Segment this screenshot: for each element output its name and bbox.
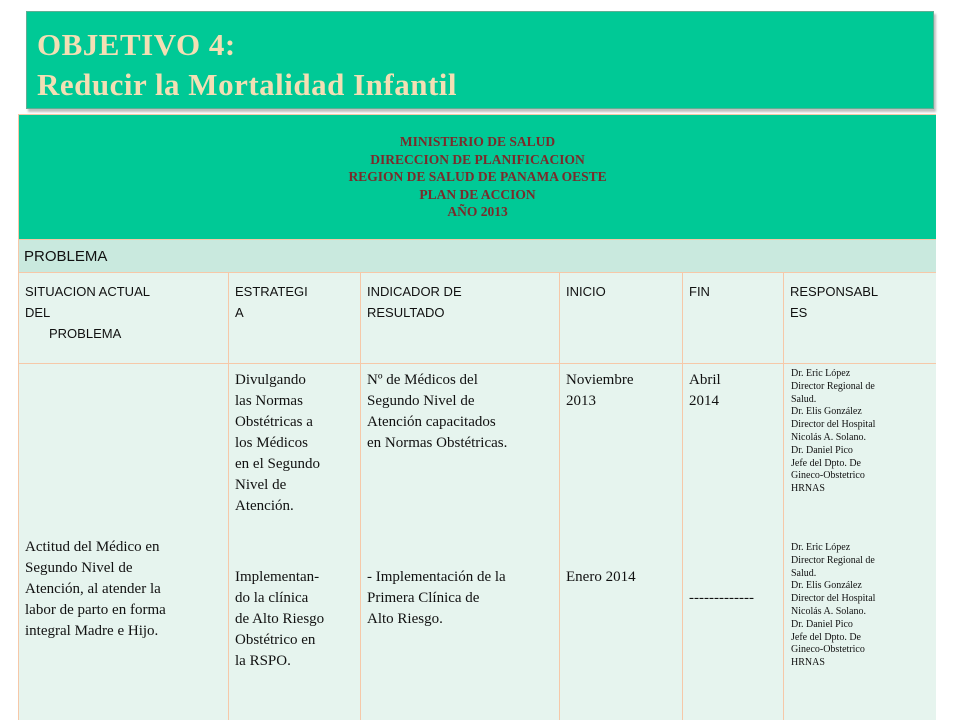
col-header-text: PROBLEMA bbox=[49, 326, 122, 341]
cell-line: Segundo Nivel de bbox=[25, 559, 133, 576]
cell-indicador bbox=[361, 364, 560, 720]
cell-inicio bbox=[560, 364, 683, 720]
cell-line: Dr. Daniel Pico bbox=[791, 618, 853, 630]
col-header-inicio: INICIO bbox=[560, 273, 683, 364]
objective-title: Reducir la Mortalidad Infantil bbox=[37, 67, 458, 102]
cell-line: Divulgando bbox=[235, 372, 306, 388]
cell-line: Dr. Elis González bbox=[791, 406, 862, 418]
col-header-text: DEL bbox=[25, 305, 51, 320]
cell-line: Salud. bbox=[791, 393, 817, 405]
col-header-text: ESTRATEGI bbox=[235, 284, 308, 299]
cell-line: Director Regional de bbox=[791, 380, 875, 392]
cell-line: integral Madre e Hijo. bbox=[25, 622, 159, 639]
col-header-text: A bbox=[235, 305, 244, 320]
cell-line: Atención capacitados bbox=[367, 414, 496, 430]
cell-line: Director del Hospital bbox=[791, 419, 876, 431]
cell-line: Nivel de bbox=[235, 477, 287, 493]
cell-line: Alto Riesgo. bbox=[367, 611, 443, 627]
cell-line: Jefe del Dpto. De bbox=[791, 457, 861, 469]
cell-line: Nicolás A. Solano. bbox=[791, 605, 866, 617]
cell-line: de Alto Riesgo bbox=[235, 611, 325, 627]
cell-line: Jefe del Dpto. De bbox=[791, 631, 861, 643]
cell-line: Dr. Elis González bbox=[791, 580, 862, 592]
header-line: AÑO 2013 bbox=[447, 204, 508, 220]
action-plan-table bbox=[18, 114, 936, 720]
cell-line: do la clínica bbox=[235, 590, 309, 606]
cell-line: Abril bbox=[689, 372, 721, 388]
cell-line: las Normas bbox=[235, 393, 303, 409]
cell-line: Nicolás A. Solano. bbox=[791, 431, 866, 443]
cell-line: Dr. Daniel Pico bbox=[791, 444, 853, 456]
cell-line: Noviembre bbox=[566, 372, 634, 388]
cell-line: - Implementación de la bbox=[367, 569, 506, 585]
cell-line: labor de parto en forma bbox=[25, 601, 166, 618]
cell-line: Actitud del Médico en bbox=[25, 538, 160, 555]
objective-number: OBJETIVO 4: bbox=[37, 27, 236, 62]
col-header-text: ES bbox=[790, 305, 808, 320]
cell-line: Implementan- bbox=[235, 569, 320, 585]
problema-label: PROBLEMA bbox=[19, 240, 937, 273]
action-plan-table-wrap bbox=[18, 114, 936, 720]
cell-line: en el Segundo bbox=[235, 456, 320, 472]
cell-line: Obstétricas a bbox=[235, 414, 313, 430]
col-header-situacion bbox=[19, 273, 229, 364]
cell-situacion bbox=[19, 364, 229, 720]
cell-responsables bbox=[784, 364, 937, 720]
header-line: DIRECCION DE PLANIFICACION bbox=[370, 151, 585, 167]
col-header-estrategia bbox=[229, 273, 361, 364]
col-header-responsables bbox=[784, 273, 937, 364]
cell-line: HRNAS bbox=[791, 483, 825, 495]
cell-line: Dr. Eric López bbox=[791, 541, 851, 553]
cell-line: Primera Clínica de bbox=[367, 590, 480, 606]
header-line: MINISTERIO DE SALUD bbox=[399, 134, 556, 150]
cell-line: Atención, al atender la bbox=[25, 580, 161, 597]
header-line: PLAN DE ACCION bbox=[419, 186, 536, 202]
col-header-text: SITUACION ACTUAL bbox=[25, 284, 150, 299]
cell-line: los Médicos bbox=[235, 435, 308, 451]
cell-line: HRNAS bbox=[791, 657, 825, 669]
cell-fin bbox=[683, 364, 784, 720]
col-header-indicador bbox=[361, 273, 560, 364]
cell-line: Gineco-Obstetrico bbox=[791, 644, 865, 656]
cell-estrategia bbox=[229, 364, 361, 720]
cell-line: Salud. bbox=[791, 567, 817, 579]
col-header-text: RESULTADO bbox=[367, 305, 445, 320]
cell-line: Obstétrico en bbox=[235, 632, 316, 648]
cell-line: 2013 bbox=[566, 393, 596, 409]
col-header-fin: FIN bbox=[683, 273, 784, 364]
cell-line: Director del Hospital bbox=[791, 593, 876, 605]
col-header-text: RESPONSABL bbox=[790, 284, 879, 299]
cell-line: 2014 bbox=[689, 393, 719, 409]
cell-line: Enero 2014 bbox=[566, 569, 636, 585]
cell-line: Dr. Eric López bbox=[791, 368, 851, 379]
cell-line: Atención. bbox=[235, 498, 294, 514]
title-banner bbox=[26, 11, 934, 109]
cell-line: en Normas Obstétricas. bbox=[367, 435, 508, 451]
cell-line: Nº de Médicos del bbox=[367, 372, 478, 388]
col-header-text: INDICADOR DE bbox=[367, 284, 462, 299]
ministry-header bbox=[19, 115, 937, 240]
cell-line: ------------- bbox=[689, 590, 754, 606]
cell-line: Segundo Nivel de bbox=[367, 393, 475, 409]
header-line: REGION DE SALUD DE PANAMA OESTE bbox=[348, 169, 607, 185]
cell-line: la RSPO. bbox=[235, 653, 291, 669]
cell-line: Director Regional de bbox=[791, 554, 875, 566]
cell-line: Gineco-Obstetrico bbox=[791, 470, 865, 482]
